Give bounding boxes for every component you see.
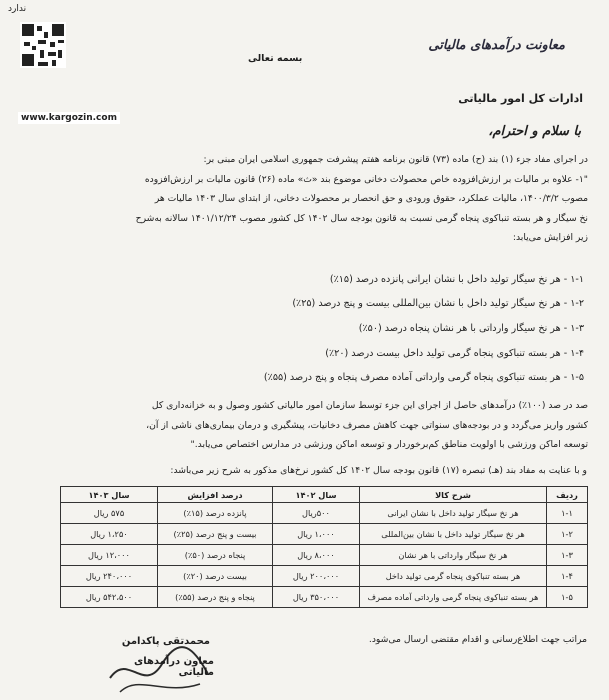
intro-paragraph	[20, 150, 588, 248]
table-cell: ۱-۲	[547, 524, 588, 545]
table-row	[61, 566, 588, 587]
source-watermark: www.kargozin.com	[18, 112, 120, 124]
table-cell: ۱-۳	[547, 545, 588, 566]
table-cell: ۵۴۲،۵۰۰ ریال	[61, 587, 158, 608]
table-cell: ۲۰۰،۰۰۰ ریال	[273, 566, 360, 587]
addressee: ادارات کل امور مالیاتی	[458, 92, 583, 105]
rates-table	[60, 486, 588, 608]
list-item: ۱-۲ - هر نخ سیگار تولید داخل با نشان بین‌المللی بیست و پنج درصد (۲۵٪)	[292, 298, 584, 309]
table-cell: هر بسته تنباکوی پنجاه گرمی تولید داخل	[360, 566, 547, 587]
table-cell: پانزده درصد (۱۵٪)	[158, 503, 273, 524]
table-cell: هر نخ سیگار تولید داخل با نشان ایرانی	[360, 503, 547, 524]
table-cell: ۱-۴	[547, 566, 588, 587]
table-cell: بیست و پنج درصد (۲۵٪)	[158, 524, 273, 545]
table-cell: ۱-۵	[547, 587, 588, 608]
revenue-line: کشور واریز می‌گردد و در بودجه‌های سنواتی جهت کاهش مصرف دخانیات، پیشگیری و درمان بیماری‌های ناشی از آن،	[146, 419, 588, 431]
intro-line: نخ سیگار و هر بسته تنباکوی پنجاه گرمی نسبت به قانون بودجه سال ۱۴۰۲ کل کشور مصوب ۱۴۰۱/۱۲/۲۴ سالانه به‌شرح	[135, 212, 588, 224]
table-intro: و با عنایت به مفاد بند (هـ) تبصره (۱۷) قانون بودجه سال ۱۴۰۲ کل کشور نرخ‌های مذکور به شرح زیر می‌باشد:	[170, 465, 587, 476]
intro-line: در اجرای مفاد جزء (۱) بند (ح) ماده (۷۳) قانون برنامه هفتم پیشرفت جمهوری اسلامی ایران مبنی بر:	[203, 154, 588, 165]
table-cell: ۲۴۰،۰۰۰ ریال	[61, 566, 158, 587]
signature-block	[104, 634, 214, 700]
table-row	[61, 587, 588, 608]
qr-code	[20, 22, 66, 68]
table-cell: ۵۷۵ ریال	[61, 503, 158, 524]
table-row	[61, 524, 588, 545]
intro-line: زیر افزایش می‌یابد:	[512, 232, 588, 243]
table-cell: هر نخ سیگار تولید داخل با نشان بین‌المللی	[360, 524, 547, 545]
table-cell: هر نخ سیگار وارداتی با هر نشان	[360, 545, 547, 566]
list-item: ۱-۵ - هر بسته تنباکوی پنجاه گرمی وارداتی آماده مصرف پنجاه و پنج درصد (۵۵٪)	[263, 372, 584, 383]
signatory-name: محمدتقی پاکدامن	[121, 636, 210, 647]
intro-line: "۱- علاوه بر مالیات بر ارزش‌افزوده خاص محصولات دخانی موضوع بند «ث» ماده (۲۶) قانون مالیات بر ارزش‌افزوده	[144, 173, 588, 185]
table-cell: ۱،۲۵۰ ریال	[61, 524, 158, 545]
bismillah: بسمه تعالی	[248, 53, 303, 64]
table-cell: ۳۵۰،۰۰۰ ریال	[273, 587, 360, 608]
column-header: سال ۱۴۰۳	[61, 487, 158, 503]
column-header: شرح کالا	[360, 487, 547, 503]
org-name: معاونت درآمدهای مالیاتی	[428, 38, 565, 53]
closing-line: مراتب جهت اطلاع‌رسانی و اقدام مقتضی ارسال می‌شود.	[368, 634, 587, 645]
table-cell: پنجاه و پنج درصد (۵۵٪)	[158, 587, 273, 608]
list-item: ۱-۳ - هر نخ سیگار وارداتی با هر نشان پنجاه درصد (۵۰٪)	[358, 323, 584, 334]
table-cell: ۱-۱	[547, 503, 588, 524]
column-header: ردیف	[547, 487, 588, 503]
greeting: با سلام و احترام،	[488, 124, 581, 139]
table-cell: بیست درصد (۲۰٪)	[158, 566, 273, 587]
table-cell: ۱۲،۰۰۰ ریال	[61, 545, 158, 566]
signatory-title: معاون درآمدهای مالیاتی	[134, 656, 214, 678]
table-cell: ۸،۰۰۰ ریال	[273, 545, 360, 566]
table-header-row	[61, 487, 588, 503]
table-cell: پنجاه درصد (۵۰٪)	[158, 545, 273, 566]
list-item: ۱-۴ - هر بسته تنباکوی پنجاه گرمی تولید داخل بیست درصد (۲۰٪)	[325, 348, 584, 359]
column-header: درصد افزایش	[158, 487, 273, 503]
top-left-note: ندارد	[8, 4, 27, 14]
revenue-line: صد در صد (۱۰۰٪) درآمدهای حاصل از اجرای این جزء توسط سازمان امور مالیاتی کشور وصول و به خزانه‌داری کل	[151, 400, 588, 411]
table-cell: ۵۰۰ریال	[273, 503, 360, 524]
table-row	[61, 545, 588, 566]
table-cell: ۱،۰۰۰ ریال	[273, 524, 360, 545]
revenue-paragraph	[20, 396, 588, 455]
intro-line: مصوب ۱۴۰۰/۳/۲، مالیات عملکرد، حقوق ورودی و حق انحصار بر محصولات دخانی، از ابتدای سال ۱۴۰۳ مالیات هر	[154, 193, 588, 204]
list-item: ۱-۱ - هر نخ سیگار تولید داخل با نشان ایرانی پانزده درصد (۱۵٪)	[329, 274, 584, 285]
column-header: سال ۱۴۰۲	[273, 487, 360, 503]
revenue-line: توسعه اماکن ورزشی با اولویت مناطق کم‌برخوردار و توسعه اماکن ورزشی در مدارس اختصاص می‌یابد."	[190, 439, 588, 450]
table-cell: هر بسته تنباکوی پنجاه گرمی وارداتی آماده مصرف	[360, 587, 547, 608]
table-row	[61, 503, 588, 524]
